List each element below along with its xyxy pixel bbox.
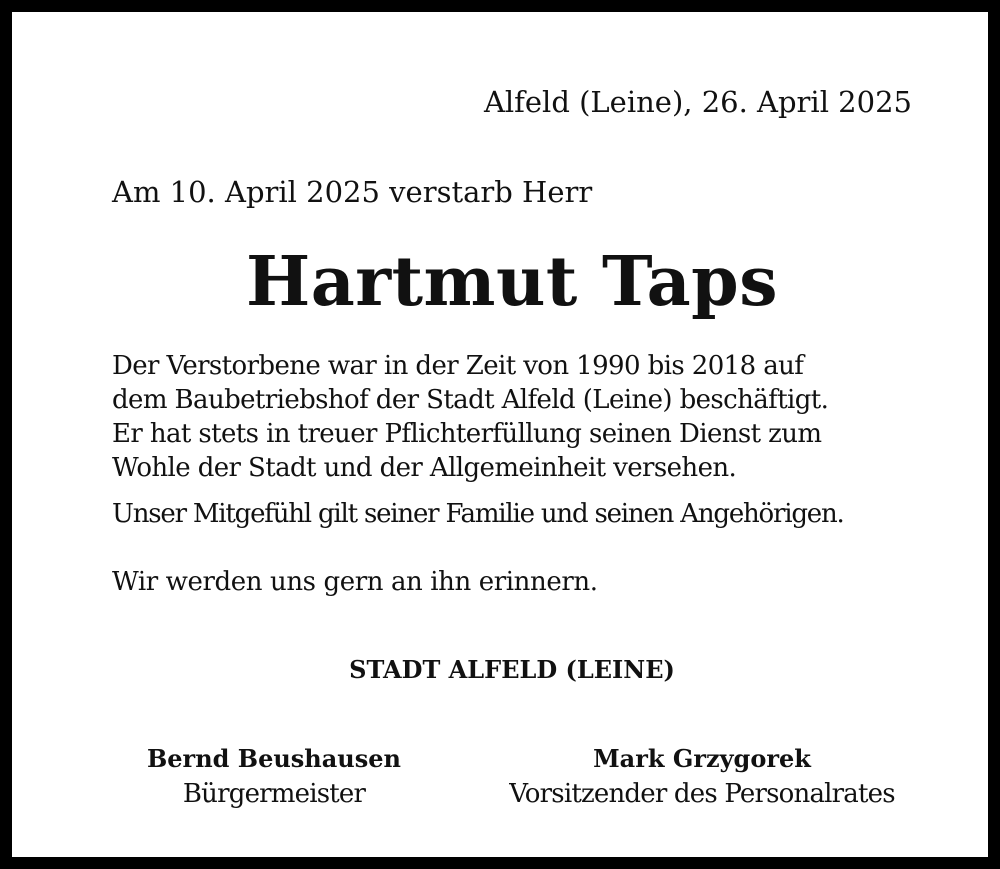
signatory-staff-council <box>472 742 932 812</box>
tribute-paragraph <box>112 349 912 485</box>
signatory-name: Bernd Beushausen <box>147 744 401 773</box>
tribute-line: dem Baubetriebshof der Stadt Alfeld (Leine) beschäftigt. <box>112 385 829 415</box>
tribute-line: Wohle der Stadt und der Allgemeinheit versehen. <box>112 453 737 483</box>
signatory-name: Mark Grzygorek <box>593 744 811 773</box>
remembrance-paragraph <box>112 565 912 599</box>
place-date: Alfeld (Leine), 26. April 2025 <box>483 85 912 119</box>
condolence-paragraph <box>112 497 912 531</box>
deceased-name: Hartmut Taps <box>245 242 778 322</box>
signatory-mayor <box>118 742 430 812</box>
condolence-line: Unser Mitgefühl gilt seiner Familie und seinen Angehörigen. <box>112 499 844 529</box>
tribute-line: Der Verstorbene war in der Zeit von 1990 bis 2018 auf <box>112 351 804 381</box>
signatory-role: Bürgermeister <box>182 779 366 809</box>
signatory-role: Vorsitzender des Personalrates <box>509 779 895 809</box>
remembrance-line: Wir werden uns gern an ihn erinnern. <box>112 567 598 597</box>
intro-line: Am 10. April 2025 verstarb Herr <box>112 175 593 209</box>
tribute-line: Er hat stets in treuer Pflichterfüllung seinen Dienst zum <box>112 419 822 449</box>
organization-name: STADT ALFELD (LEINE) <box>349 655 675 684</box>
